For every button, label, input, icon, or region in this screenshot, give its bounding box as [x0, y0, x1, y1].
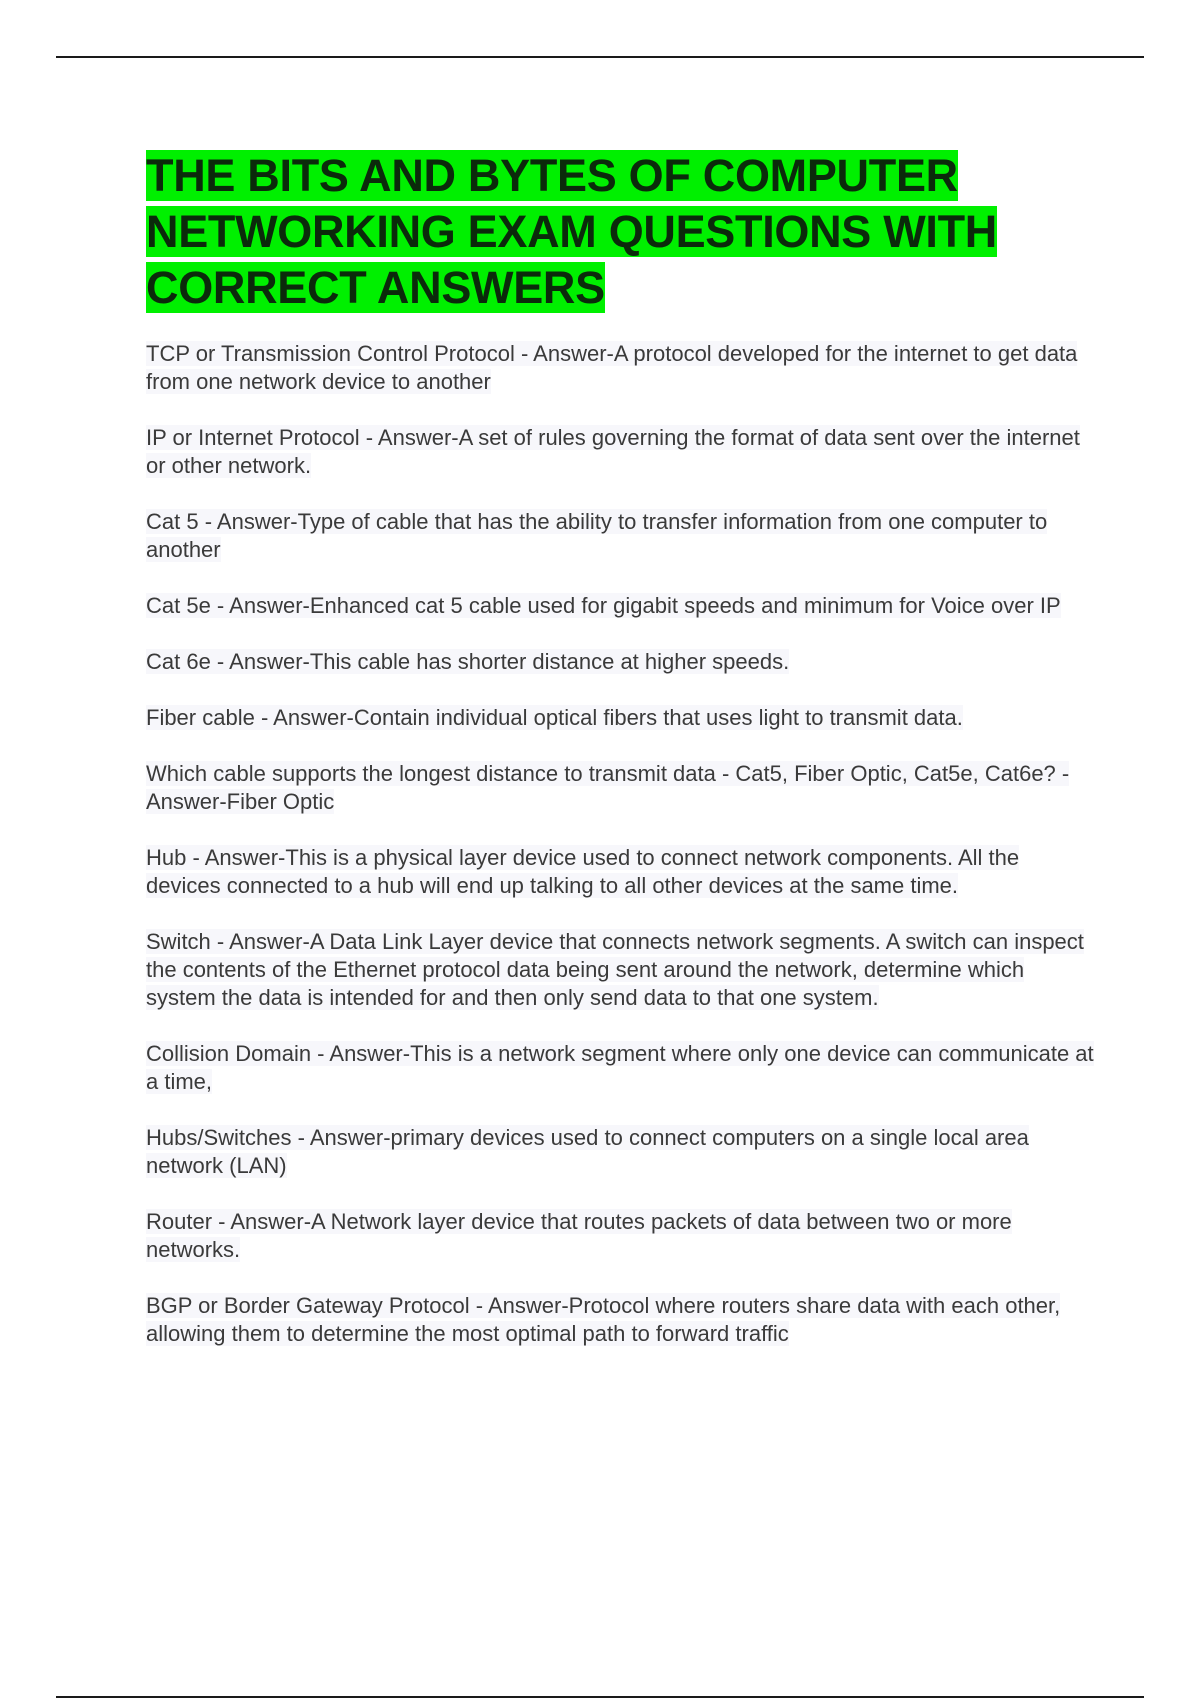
qa-entry-text: Collision Domain - Answer-This is a network segment where only one device can communicate at a time,	[146, 1041, 1094, 1094]
qa-entry	[146, 424, 1096, 480]
qa-entry-text: Cat 5 - Answer-Type of cable that has the ability to transfer information from one computer to another	[146, 509, 1048, 562]
qa-entry-text: TCP or Transmission Control Protocol - Answer-A protocol developed for the internet to get data from one network device to another	[146, 341, 1078, 394]
qa-entry-text: Hubs/Switches - Answer-primary devices used to connect computers on a single local area network (LAN)	[146, 1125, 1029, 1178]
title-line: NETWORKING EXAM QUESTIONS WITH	[146, 206, 997, 257]
qa-entry	[146, 648, 1096, 676]
qa-entry	[146, 1040, 1096, 1096]
qa-entry	[146, 844, 1096, 900]
qa-entry	[146, 760, 1096, 816]
qa-entry	[146, 592, 1096, 620]
qa-entry	[146, 1208, 1096, 1264]
document-body	[146, 148, 1096, 1376]
qa-entry-text: Hub - Answer-This is a physical layer device used to connect network components. All the devices connected to a hub will end up talking to all other devices at the same time.	[146, 845, 1020, 898]
qa-entry-text: Router - Answer-A Network layer device that routes packets of data between two or more networks.	[146, 1209, 1012, 1262]
document-title	[146, 148, 1096, 316]
qa-entry-text: Switch - Answer-A Data Link Layer device that connects network segments. A switch can inspect the contents of the Ethernet protocol data being sent around the network, determine which system the data is intended for and then only send data to that one system.	[146, 929, 1084, 1010]
qa-entry-text: BGP or Border Gateway Protocol - Answer-Protocol where routers share data with each other, allowing them to determine the most optimal path to forward traffic	[146, 1293, 1061, 1346]
qa-entry-text: IP or Internet Protocol - Answer-A set of rules governing the format of data sent over the internet or other network.	[146, 425, 1080, 478]
title-line: CORRECT ANSWERS	[146, 262, 605, 313]
title-line: THE BITS AND BYTES OF COMPUTER	[146, 150, 958, 201]
qa-entry	[146, 1292, 1096, 1348]
qa-entry	[146, 340, 1096, 396]
qa-list	[146, 340, 1096, 1348]
top-rule	[56, 56, 1144, 58]
bottom-rule	[56, 1696, 1144, 1698]
qa-entry-text: Cat 5e - Answer-Enhanced cat 5 cable used for gigabit speeds and minimum for Voice over IP	[146, 593, 1061, 618]
qa-entry	[146, 928, 1096, 1012]
qa-entry	[146, 704, 1096, 732]
qa-entry	[146, 1124, 1096, 1180]
qa-entry-text: Cat 6e - Answer-This cable has shorter distance at higher speeds.	[146, 649, 790, 674]
qa-entry-text: Which cable supports the longest distance to transmit data - Cat5, Fiber Optic, Cat5e, Cat6e? - Answer-Fiber Optic	[146, 761, 1070, 814]
qa-entry-text: Fiber cable - Answer-Contain individual optical fibers that uses light to transmit data.	[146, 705, 963, 730]
qa-entry	[146, 508, 1096, 564]
